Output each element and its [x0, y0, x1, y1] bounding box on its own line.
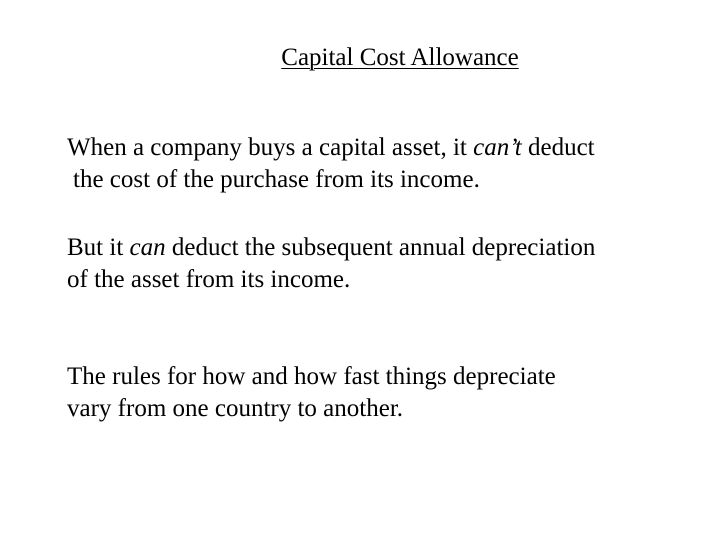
emphasis-text: can’t: [473, 134, 522, 161]
paragraph-capital-asset: [67, 132, 707, 196]
text-run: deduct: [521, 134, 595, 161]
paragraph-line: The rules for how and how fast things depreciate: [67, 363, 556, 390]
emphasis-text: can: [129, 234, 166, 261]
slide-title-text: Capital Cost Allowance: [281, 44, 519, 71]
text-run: But it: [67, 234, 130, 261]
paragraph-line: vary from one country to another.: [67, 395, 404, 422]
paragraph-rules: [67, 361, 707, 425]
paragraph-depreciation: [67, 232, 707, 296]
paragraph-line: the cost of the purchase from its income.: [73, 166, 480, 193]
slide-title: [0, 42, 700, 74]
text-run: deduct the subsequent annual depreciation: [165, 234, 596, 261]
paragraph-line: [67, 132, 707, 164]
paragraph-line: of the asset from its income.: [67, 266, 351, 293]
paragraph-line: [67, 232, 707, 264]
text-run: When a company buys a capital asset, it: [67, 134, 474, 161]
